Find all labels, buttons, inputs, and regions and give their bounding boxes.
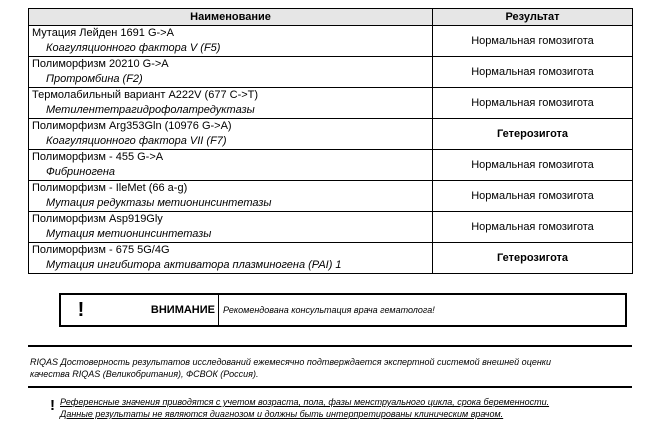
result-cell: Нормальная гомозигота: [433, 212, 633, 243]
table-row: [29, 119, 633, 150]
riqas-line-2: качества RIQAS (Великобритания), ФСВОК (Россия).: [30, 369, 259, 379]
result-cell: Нормальная гомозигота: [433, 150, 633, 181]
test-name: Полиморфизм - 675 5G/4G: [32, 244, 170, 256]
result-cell: Нормальная гомозигота: [433, 181, 633, 212]
test-description: Мутация редуктазы метионинсинтетазы: [46, 197, 272, 209]
results-table: [28, 8, 633, 274]
riqas-line-1: RIQAS Достоверность результатов исследований ежемесячно подтверждается экспертной системой внешней оценки: [30, 357, 552, 367]
result-cell: Нормальная гомозигота: [433, 88, 633, 119]
test-description: Мутация ингибитора активатора плазминогена (PAI) 1: [46, 259, 342, 271]
table-row: [29, 57, 633, 88]
table-row: [29, 212, 633, 243]
test-name: Термолабильный вариант A222V (677 C->T): [32, 89, 259, 101]
test-description: Коагуляционного фактора V (F5): [46, 42, 221, 54]
divider: [28, 345, 632, 347]
test-name-cell: [29, 119, 433, 150]
result-cell: Нормальная гомозигота: [433, 26, 633, 57]
riqas-note: [30, 356, 630, 380]
table-row: [29, 243, 633, 274]
test-description: Фибриногена: [46, 166, 116, 178]
test-name-cell: [29, 26, 433, 57]
result-cell: Гетерозигота: [433, 243, 633, 274]
table-row: [29, 150, 633, 181]
table-row: [29, 88, 633, 119]
test-name: Мутация Лейден 1691 G->A: [32, 27, 174, 39]
test-name-cell: [29, 181, 433, 212]
test-description: Протромбина (F2): [46, 73, 143, 85]
warning-label: ВНИМАНИЕ: [101, 295, 219, 325]
table-header-row: [29, 9, 633, 26]
exclamation-icon: !: [77, 298, 85, 321]
warning-text: Рекомендована консультация врача гематолога!: [223, 305, 435, 315]
test-name: Полиморфизм - IleMet (66 a-g): [32, 182, 188, 194]
table-row: [29, 181, 633, 212]
test-name-cell: [29, 243, 433, 274]
header-result: Результат: [433, 9, 633, 26]
test-name-cell: [29, 212, 433, 243]
table-row: [29, 26, 633, 57]
test-description: Метилентетрагидрофолатредуктазы: [46, 104, 255, 116]
test-name-cell: [29, 57, 433, 88]
reference-line-1: Референсные значения приводятся с учетом возраста, пола, фазы менструального цикла, срока беременности.: [60, 397, 550, 407]
test-name: Полиморфизм Arg353Gln (10976 G->A): [32, 120, 232, 132]
test-name-cell: [29, 88, 433, 119]
test-name-cell: [29, 150, 433, 181]
result-cell: Нормальная гомозигота: [433, 57, 633, 88]
divider: [28, 386, 632, 388]
test-description: Коагуляционного фактора VII (F7): [46, 135, 227, 147]
reference-line-2: Данные результаты не являются диагнозом и должны быть интерпретированы клиническим врачом.: [60, 409, 504, 419]
header-name: Наименование: [29, 9, 433, 26]
test-name: Полиморфизм - 455 G->A: [32, 151, 164, 163]
test-description: Мутация метионинсинтетазы: [46, 228, 212, 240]
warning-box: [59, 293, 627, 327]
test-name: Полиморфизм 20210 G->A: [32, 58, 169, 70]
test-name: Полиморфизм Asp919Gly: [32, 213, 163, 225]
exclamation-icon: !: [50, 397, 55, 414]
result-cell: Гетерозигота: [433, 119, 633, 150]
